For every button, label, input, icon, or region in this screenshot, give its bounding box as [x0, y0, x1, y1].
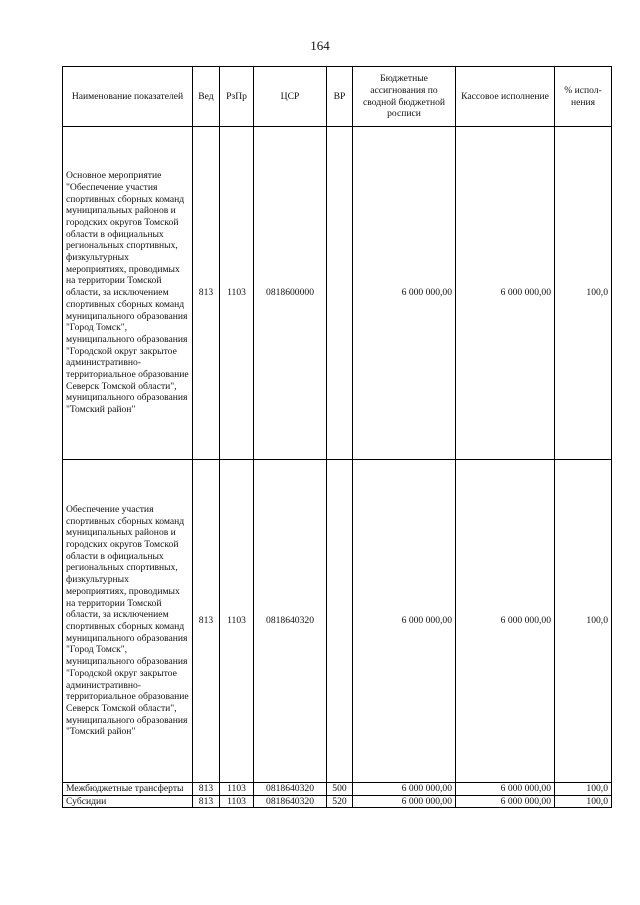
row-ved: 813: [193, 795, 220, 808]
row-name: Межбюджетные трансферты: [63, 783, 193, 796]
table-row: [63, 127, 612, 460]
table-row: [63, 795, 612, 808]
row-budget: 6 000 000,00: [353, 460, 456, 783]
row-ved: 813: [193, 127, 220, 460]
header-percent: % испол-нения: [555, 67, 612, 127]
row-rzpr: 1103: [220, 127, 254, 460]
row-csr: 0818640320: [254, 460, 327, 783]
row-csr: 0818600000: [254, 127, 327, 460]
row-name: Основное мероприятие "Обеспечение участия спортивных сборных команд муниципальных районов и городских округов Томской области в официальных региональных спортивных, физкультурных мероприятиях, проводимых на территории Томской области, за исключением спортивных сборных команд муниципального образования "Город Томск", муниципального образования "Городской округ закрытое административно-территориальное образование Северск Томской области", муниципального образования "Томский район": [63, 127, 193, 460]
table-row: [63, 783, 612, 796]
row-ved: 813: [193, 783, 220, 796]
row-percent: 100,0: [555, 795, 612, 808]
page-number: 164: [310, 38, 330, 53]
row-percent: 100,0: [555, 127, 612, 460]
header-cash: Кассовое исполнение: [456, 67, 555, 127]
row-ved: 813: [193, 460, 220, 783]
row-name: Обеспечение участия спортивных сборных команд муниципальных районов и городских округов Томской области в официальных региональных спортивных, физкультурных мероприятиях, проводимых на территории Томской области, за исключением спортивных сборных команд муниципального образования "Город Томск", муниципального образования "Городской округ закрытое административно-территориальное образование Северск Томской области", муниципального образования "Томский район": [63, 460, 193, 783]
row-csr: 0818640320: [254, 783, 327, 796]
header-ved: Вед: [193, 67, 220, 127]
row-cash: 6 000 000,00: [456, 460, 555, 783]
row-percent: 100,0: [555, 783, 612, 796]
row-percent: 100,0: [555, 460, 612, 783]
header-csr: ЦСР: [254, 67, 327, 127]
row-budget: 6 000 000,00: [353, 795, 456, 808]
table-header-row: [63, 67, 612, 127]
row-vr: [327, 127, 353, 460]
row-name: Субсидии: [63, 795, 193, 808]
header-vr: ВР: [327, 67, 353, 127]
row-csr: 0818640320: [254, 795, 327, 808]
row-budget: 6 000 000,00: [353, 127, 456, 460]
row-cash: 6 000 000,00: [456, 127, 555, 460]
header-rzpr: РзПр: [220, 67, 254, 127]
row-cash: 6 000 000,00: [456, 783, 555, 796]
header-budget: Бюджетные ассигнования по сводной бюджетной росписи: [353, 67, 456, 127]
row-rzpr: 1103: [220, 783, 254, 796]
row-vr: 500: [327, 783, 353, 796]
row-rzpr: 1103: [220, 795, 254, 808]
row-vr: [327, 460, 353, 783]
row-budget: 6 000 000,00: [353, 783, 456, 796]
table-row: [63, 460, 612, 783]
budget-execution-table: [62, 66, 612, 808]
row-vr: 520: [327, 795, 353, 808]
row-rzpr: 1103: [220, 460, 254, 783]
header-name: Наименование показателей: [63, 67, 193, 127]
row-cash: 6 000 000,00: [456, 795, 555, 808]
